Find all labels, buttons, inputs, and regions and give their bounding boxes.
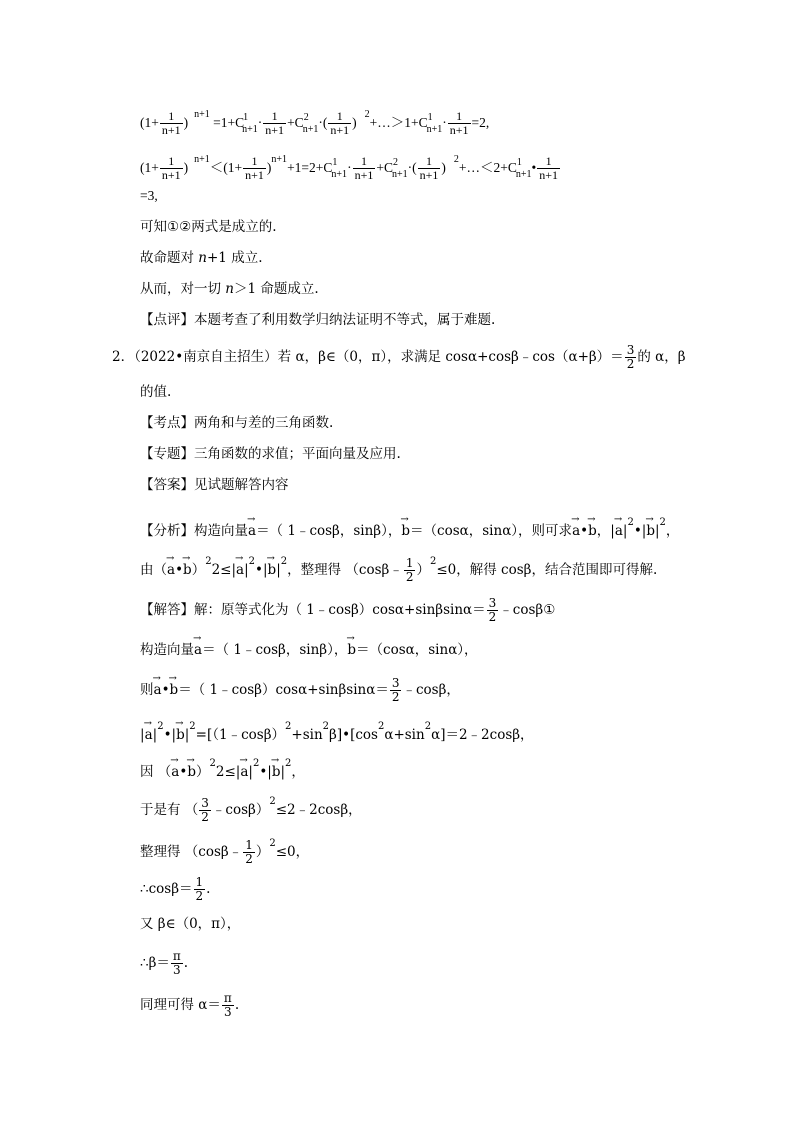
text: ，整理得 （cosβ﹣ — [287, 562, 403, 578]
text: ) — [183, 115, 189, 130]
vector-a: → a — [240, 762, 248, 782]
solution-line-8 — [140, 876, 210, 903]
fraction: $\frac{1}{n+1}$ — [245, 154, 264, 183]
formula-line-1 — [140, 105, 489, 140]
solution-line-7 — [140, 834, 309, 866]
text: 同理可得 α＝ — [140, 997, 221, 1013]
solution-line-4 — [140, 717, 534, 745]
text: 2≤| — [211, 562, 237, 578]
text: 两式是成立的. — [191, 219, 277, 235]
text: | — [244, 562, 249, 578]
text: ） — [191, 562, 206, 578]
text: | — [140, 727, 145, 743]
text: (1+ — [140, 115, 159, 130]
text: ∴cosβ＝ — [140, 881, 193, 897]
sup: 1 — [516, 157, 522, 168]
text: • — [161, 682, 170, 698]
fraction: $\frac{1}{n+1}$ — [161, 109, 181, 138]
text-line-4 — [140, 217, 277, 237]
vector-a: → a — [248, 521, 256, 541]
sub: n+1 — [242, 124, 258, 135]
text: . — [206, 881, 211, 897]
text: ＝（ 1﹣cosβ）cosα+sinβsinα＝ — [178, 682, 389, 698]
vector-a: → a — [171, 762, 179, 782]
text: ＝（cosα，sinα）， — [356, 642, 478, 658]
solution-line-9: 又 β∈（0，π）， — [140, 916, 241, 932]
text: • — [580, 523, 589, 539]
text: •| — [633, 523, 647, 539]
sub: n+1 — [391, 169, 408, 180]
fraction: $\frac{3}{2}$ — [201, 796, 209, 824]
text: α]＝2﹣2cosβ， — [431, 727, 534, 743]
text: ） — [195, 764, 210, 780]
text: β]•[cos — [329, 727, 378, 743]
text: 于是有 （ — [140, 802, 199, 818]
sub: n+1 — [331, 169, 348, 180]
sub: n+1 — [302, 124, 319, 135]
text: 2．（2022•南京自主招生）若 α，β∈（0，π），求满足 cosα+cosβ﹣cos（α+β）＝ — [112, 349, 624, 365]
text: | — [622, 523, 628, 539]
fraction: $\frac{3}{2}$ — [391, 676, 400, 704]
text: · — [257, 115, 263, 130]
exponent: 2 — [322, 721, 330, 732]
solution-line-11 — [140, 992, 239, 1019]
text: +C — [376, 160, 393, 175]
vector-a: → a — [194, 640, 202, 660]
text: • — [175, 562, 184, 578]
fraction: $\frac{1}{2}$ — [195, 875, 204, 903]
variable: n — [198, 250, 207, 266]
vector-a: → a — [572, 521, 580, 541]
text: =1+C — [213, 115, 245, 130]
formula-line-2 — [140, 150, 561, 185]
text: ， — [291, 764, 305, 780]
comment-line: 【点评】本题考查了利用数学归纳法证明不等式，属于难题. — [140, 312, 496, 328]
fraction: $\frac{1}{n+1}$ — [419, 154, 439, 183]
solution-line-1 — [140, 597, 555, 624]
text: 的 α，β — [637, 349, 686, 365]
text: . — [183, 955, 189, 971]
text: 因 （ — [140, 764, 172, 780]
text: . — [234, 997, 240, 1013]
text: ﹣cosβ — [499, 602, 544, 618]
text: | — [248, 764, 253, 780]
exponent: n+1 — [194, 109, 210, 120]
vector-b: → b — [183, 560, 192, 580]
text: ·( — [318, 115, 328, 130]
text: 故命题对 — [140, 250, 199, 266]
text: +1=2+C — [287, 160, 333, 175]
text: ＜(1+ — [209, 160, 243, 175]
fraction: $\frac{1}{2}$ — [245, 838, 253, 866]
solution-line-10 — [140, 950, 188, 977]
solution-line-6 — [140, 792, 362, 824]
text: • — [179, 764, 188, 780]
text: =2, — [471, 115, 490, 130]
text: ﹣cosβ） — [211, 802, 270, 818]
sup: 1 — [332, 157, 338, 168]
sup: 2 — [392, 157, 398, 168]
text: =[（1﹣cosβ） — [195, 727, 286, 743]
text: 从而，对一切 — [140, 281, 226, 297]
circled-numbers: ①② — [167, 219, 192, 235]
exponent: 2 — [252, 758, 260, 769]
text: ＝（ 1﹣cosβ，sinβ）， — [202, 642, 348, 658]
text: +sin — [291, 727, 323, 743]
text: · — [442, 115, 447, 130]
vector-b: → b — [176, 725, 185, 745]
exponent: 2 — [285, 721, 292, 732]
exponent: 2 — [377, 721, 385, 732]
text: 【分析】构造向量 — [140, 523, 248, 539]
text: | — [276, 562, 281, 578]
text: (1+ — [140, 160, 159, 175]
analysis-line-1 — [140, 513, 679, 541]
text: α+sin — [384, 727, 425, 743]
fraction: $\frac{1}{n+1}$ — [161, 154, 181, 183]
text: ) — [183, 160, 189, 175]
text: •| — [163, 727, 177, 743]
text: ∴β＝ — [140, 955, 170, 971]
exponent: 2 — [364, 109, 370, 120]
exponent: 2 — [189, 721, 196, 732]
vector-b: → b — [170, 680, 179, 700]
text: | — [654, 523, 660, 539]
text: ） — [255, 844, 270, 860]
exponent: n+1 — [194, 154, 210, 165]
exponent: 2 — [248, 556, 256, 567]
text: | — [184, 727, 190, 743]
exponent: 2 — [659, 517, 666, 528]
text: ＝（cosα，sinα），则可求 — [410, 523, 573, 539]
fraction: $\frac{1}{n+1}$ — [449, 109, 469, 138]
exponent: 2 — [280, 556, 288, 567]
text: ≤2﹣2cosβ， — [275, 802, 362, 818]
question-2-line-1 — [112, 344, 686, 371]
text: ) — [266, 160, 272, 175]
vector-b: → b — [187, 762, 196, 782]
exponent: 2 — [209, 758, 216, 769]
text: +1 成立. — [207, 250, 263, 266]
text: 可知 — [140, 219, 167, 235]
fraction: $\frac{\pi}{3}$ — [172, 949, 181, 977]
vector-a: → a — [145, 725, 153, 745]
exponent: 2 — [269, 838, 276, 849]
fraction: $\frac{\pi}{3}$ — [223, 991, 232, 1019]
text-line-5 — [140, 248, 262, 268]
sup: 1 — [427, 112, 433, 123]
exponent: 2 — [157, 721, 164, 732]
vector-b: → b — [347, 640, 356, 660]
vector-b: → b — [268, 560, 277, 580]
sup: 2 — [303, 112, 309, 123]
vector-b: → b — [588, 521, 597, 541]
kaodian-line: 【考点】两角和与差的三角函数. — [140, 415, 334, 431]
variable: n — [225, 281, 234, 297]
text: +C — [287, 115, 304, 130]
text: • — [531, 160, 537, 175]
text: ＞1 命题成立. — [234, 281, 319, 297]
zhuanti-line: 【专题】三角函数的求值；平面向量及应用. — [140, 446, 401, 462]
vector-a: → a — [615, 521, 623, 541]
formula-line-3: =3, — [140, 188, 158, 203]
vector-b: → b — [272, 762, 281, 782]
text: ·( — [407, 160, 417, 175]
vector-b: → b — [401, 521, 410, 541]
circled-number: ① — [543, 602, 556, 618]
exponent: n+1 — [271, 154, 288, 165]
text: +…＞1+C — [369, 115, 428, 130]
fraction: $\frac{1}{n+1}$ — [354, 154, 374, 183]
text: ， — [665, 523, 680, 539]
exponent: 2 — [285, 758, 292, 769]
fraction: $\frac{1}{n+1}$ — [330, 109, 350, 138]
solution-line-5 — [140, 754, 305, 782]
text: ≤0，解得 cosβ，结合范围即可得解. — [436, 562, 658, 578]
text: •| — [259, 764, 272, 780]
analysis-line-2 — [140, 552, 657, 584]
solution-line-2 — [140, 640, 478, 660]
text: 2≤| — [215, 764, 241, 780]
vector-b: → b — [646, 521, 655, 541]
text: +…＜2+C — [458, 160, 517, 175]
text: ) — [352, 115, 357, 130]
vector-a: → a — [154, 680, 162, 700]
fraction: $\frac{3}{2}$ — [626, 343, 635, 371]
text: 构造向量 — [140, 642, 194, 658]
exponent: 2 — [269, 796, 276, 807]
exponent: 2 — [429, 556, 437, 567]
vector-a: → a — [167, 560, 175, 580]
exponent: 2 — [627, 517, 634, 528]
answer-line: 【答案】见试题解答内容 — [140, 477, 289, 493]
text: ） — [416, 562, 430, 578]
text: 由（ — [140, 562, 167, 578]
text: ) — [441, 160, 446, 175]
fraction: $\frac{1}{n+1}$ — [265, 109, 285, 138]
text: ﹣cosβ， — [402, 682, 460, 698]
text: · — [347, 160, 352, 175]
text: ≤0， — [275, 844, 310, 860]
text: 则 — [140, 682, 154, 698]
text: 整理得 （cosβ﹣ — [140, 844, 243, 860]
text: •| — [255, 562, 268, 578]
sub: n+1 — [515, 169, 532, 180]
exponent: 2 — [205, 556, 212, 567]
question-2-line-2: 的值. — [140, 384, 172, 400]
exponent: 2 — [453, 154, 459, 165]
text: | — [280, 764, 286, 780]
text: 【解答】解：原等式化为（ 1﹣cosβ）cosα+sinβsinα＝ — [140, 602, 486, 618]
exponent: 2 — [424, 721, 432, 732]
text: ，| — [596, 523, 615, 539]
sup: 1 — [243, 112, 249, 123]
text-line-6 — [140, 279, 319, 299]
text: | — [152, 727, 158, 743]
vector-a: → a — [236, 560, 244, 580]
fraction: $\frac{3}{2}$ — [488, 596, 497, 624]
fraction: $\frac{1}{n+1}$ — [539, 154, 559, 183]
solution-line-3 — [140, 677, 460, 704]
sub: n+1 — [426, 124, 443, 135]
fraction: $\frac{1}{2}$ — [405, 556, 414, 584]
text: ＝（ 1﹣cosβ，sinβ）， — [256, 523, 402, 539]
